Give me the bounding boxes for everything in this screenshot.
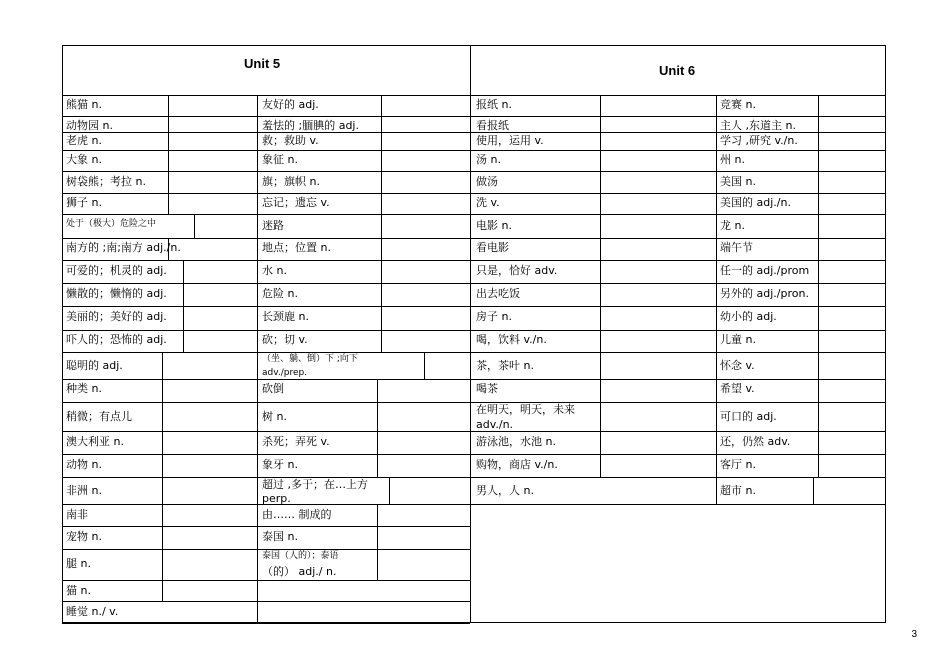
table-rule [62, 150, 470, 151]
table-rule [470, 283, 886, 284]
unit6-word-cell: 喝茶 [476, 382, 498, 395]
table-rule [62, 454, 470, 455]
table-rule [62, 379, 470, 380]
table-rule [813, 477, 814, 504]
unit6-word-cell: 购物，商店 v./n. [476, 458, 558, 471]
unit6-word-cell: 美国的 adj./n. [720, 196, 791, 209]
unit6-word-cell: 游泳池，水池 n. [476, 435, 556, 448]
table-rule [62, 116, 470, 117]
unit5-word-cell: 懒散的；懒惰的 adj. [66, 287, 167, 300]
unit6-word-cell: 看报纸 [476, 119, 509, 132]
unit6-word-cell: 汤 n. [476, 153, 501, 166]
table-rule [194, 214, 195, 238]
unit6-word-cell: 美国 n. [720, 175, 756, 188]
table-rule [168, 95, 169, 214]
unit5-word-cell: 地点；位置 n. [262, 241, 331, 254]
table-rule [470, 504, 886, 505]
table-rule [470, 132, 886, 133]
unit5-word-cell: 象征 n. [262, 153, 298, 166]
table-rule [62, 193, 470, 194]
unit6-word-cell: 希望 v. [720, 382, 755, 395]
table-rule [183, 260, 184, 352]
table-rule [470, 214, 886, 215]
unit5-word-cell: 树 n. [262, 410, 287, 423]
unit6-word-cell: 使用，运用 v. [476, 134, 544, 147]
table-rule [62, 402, 470, 403]
table-rule [62, 306, 470, 307]
unit5-word-cell: 泰国 n. [262, 530, 298, 543]
unit5-word-cell: 非洲 n. [66, 484, 102, 497]
table-rule [470, 431, 886, 432]
table-rule [470, 330, 886, 331]
table-rule [62, 95, 470, 96]
unit6-word-cell: 报纸 n. [476, 98, 512, 111]
unit6-word-cell: 出去吃饭 [476, 287, 520, 300]
unit5-word-cell: 睡觉 n./ v. [66, 605, 119, 618]
unit5-word-cell: 南方的 ;南;南方 adj./n. [66, 241, 181, 254]
unit6-word-cell: 任一的 adj./prom [720, 264, 810, 277]
unit5-word-cell: 老虎 n. [66, 134, 102, 147]
table-rule [381, 95, 382, 352]
unit5-word-cell: 忘记；遗忘 v. [262, 196, 330, 209]
table-rule [62, 238, 470, 239]
unit6-word-cell: 龙 n. [720, 219, 745, 232]
unit5-word-cell: adv./prep. [262, 368, 308, 378]
unit6-word-cell: 房子 n. [476, 310, 512, 323]
unit5-word-cell: 稍微；有点儿 [66, 410, 132, 423]
table-rule [424, 352, 425, 379]
table-rule [818, 95, 819, 477]
unit5-word-cell: 树袋熊；考拉 n. [66, 175, 146, 188]
unit6-word-cell: 幼小的 adj. [720, 310, 777, 323]
table-rule [62, 214, 470, 215]
unit5-word-cell: 宠物 n. [66, 530, 102, 543]
table-rule [470, 352, 886, 353]
table-rule [470, 45, 471, 623]
table-rule [377, 504, 378, 580]
unit5-word-cell: 救；救助 v. [262, 134, 319, 147]
unit5-word-cell: 熊猫 n. [66, 98, 102, 111]
table-rule [62, 260, 470, 261]
unit6-word-cell: 主人 ,东道主 n. [720, 119, 796, 132]
unit5-word-cell: 聪明的 adj. [66, 359, 123, 372]
unit5-word-cell: 长颈鹿 n. [262, 310, 309, 323]
unit5-word-cell: 吓人的；恐怖的 adj. [66, 333, 167, 346]
unit5-word-cell: 由…… 制成的 [262, 508, 332, 521]
unit5-word-cell: （的） adj./ n. [262, 565, 337, 578]
unit6-word-cell: 端午节 [720, 241, 753, 254]
table-rule [470, 260, 886, 261]
table-rule [470, 306, 886, 307]
unit6-word-cell: 电影 n. [476, 219, 512, 232]
unit6-word-cell: 茶，茶叶 n. [476, 359, 534, 372]
table-rule [62, 431, 470, 432]
unit5-word-cell: 砍；切 v. [262, 333, 308, 346]
table-rule [62, 330, 470, 331]
unit6-word-cell: 做汤 [476, 175, 498, 188]
unit5-word-cell: 可爱的；机灵的 adj. [66, 264, 167, 277]
unit6-word-cell: 怀念 v. [720, 359, 755, 372]
unit5-word-cell: 泰国（人的）；泰语 [262, 551, 339, 561]
table-rule [470, 238, 886, 239]
unit5-word-cell: 美丽的；美好的 adj. [66, 310, 167, 323]
unit6-word-cell: 客厅 n. [720, 458, 756, 471]
unit6-word-cell: 只是，恰好 adv. [476, 264, 558, 277]
unit5-word-cell: 杀死；弄死 v. [262, 435, 330, 448]
unit5-word-cell: 迷路 [262, 219, 284, 232]
unit5-word-cell: 水 n. [262, 264, 287, 277]
table-rule [470, 150, 886, 151]
table-rule [470, 116, 886, 117]
table-rule [62, 526, 470, 527]
unit6-word-cell: 竞赛 n. [720, 98, 756, 111]
unit5-word-cell: 羞怯的 ;腼腆的 adj. [262, 119, 359, 132]
table-rule [62, 623, 470, 624]
table-rule [62, 580, 470, 581]
table-rule [62, 352, 470, 353]
unit6-word-cell: 学习 ,研究 v./n. [720, 134, 798, 147]
unit5-word-cell: 旗；旗帜 n. [262, 175, 320, 188]
unit5-word-cell: 处于（极大）危险之中 [66, 219, 157, 229]
unit5-word-cell: 友好的 adj. [262, 98, 319, 111]
table-rule [600, 95, 601, 477]
table-rule [62, 283, 470, 284]
unit5-word-cell: 超过 ,多于；在…上方 [262, 478, 368, 491]
table-rule [257, 95, 258, 623]
unit5-word-cell: 动物园 n. [66, 119, 113, 132]
unit6-word-cell: 喝，饮料 v./n. [476, 333, 547, 346]
table-rule [470, 477, 886, 478]
unit5-word-cell: （坐、躺、倒）下 ;向下 [262, 354, 358, 364]
unit5-word-cell: 腿 n. [66, 557, 91, 570]
table-rule [62, 601, 470, 602]
table-rule [716, 95, 717, 504]
unit5-word-cell: 种类 n. [66, 382, 102, 395]
unit5-word-cell: 大象 n. [66, 153, 102, 166]
unit5-header: Unit 5 [244, 56, 281, 71]
unit6-word-cell: 超市 n. [720, 484, 756, 497]
unit6-header: Unit 6 [659, 63, 696, 78]
table-rule [389, 477, 390, 504]
unit5-word-cell: perp. [262, 492, 291, 505]
unit6-word-cell: 可口的 adj. [720, 410, 777, 423]
unit5-word-cell: 澳大利亚 n. [66, 435, 124, 448]
table-rule [470, 171, 886, 172]
unit5-word-cell: 动物 n. [66, 458, 102, 471]
unit5-word-cell: 象牙 n. [262, 458, 298, 471]
table-rule [62, 132, 470, 133]
unit6-word-cell: 在明天，明天，未来 [476, 403, 575, 416]
unit6-word-cell: 儿童 n. [720, 333, 756, 346]
unit5-word-cell: 砍倒 [262, 382, 284, 395]
unit6-word-cell: 洗 v. [476, 196, 500, 209]
table-rule [162, 352, 163, 601]
table-rule [470, 193, 886, 194]
unit6-word-cell: 男人，人 n. [476, 484, 534, 497]
table-rule [62, 549, 470, 550]
table-rule [470, 454, 886, 455]
table-rule [377, 379, 378, 477]
unit6-word-cell: adv./n. [476, 418, 514, 431]
unit5-word-cell: 猫 n. [66, 584, 91, 597]
unit6-word-cell: 还，仍然 adv. [720, 435, 791, 448]
unit5-word-cell: 南非 [66, 508, 88, 521]
table-rule [470, 379, 886, 380]
unit5-word-cell: 危险 n. [262, 287, 298, 300]
unit6-word-cell: 州 n. [720, 153, 745, 166]
unit6-word-cell: 看电影 [476, 241, 509, 254]
table-rule [62, 171, 470, 172]
table-rule [470, 95, 886, 96]
unit5-word-cell: 狮子 n. [66, 196, 102, 209]
page-number: 3 [911, 629, 917, 640]
unit6-word-cell: 另外的 adj./pron. [720, 287, 809, 300]
